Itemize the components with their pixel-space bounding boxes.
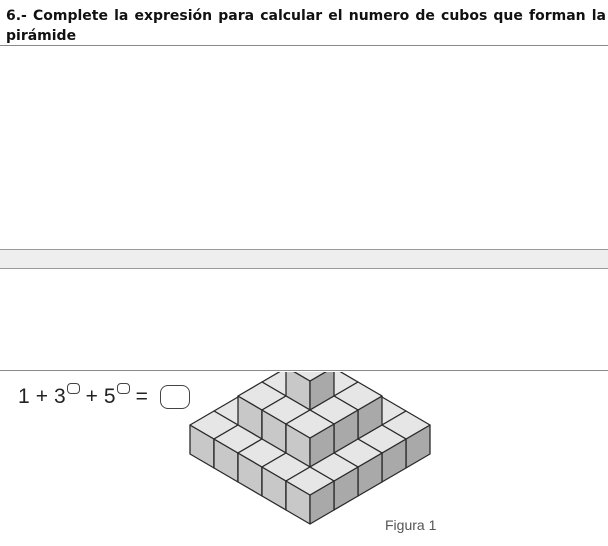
plus-sign: + [85, 385, 98, 408]
divider-bottom [0, 370, 608, 371]
divider-band [0, 249, 608, 269]
figure-caption: Figura 1 [385, 517, 437, 533]
cube-pyramid-figure [180, 372, 440, 540]
term-3-base: 5 [103, 385, 116, 408]
exponent-box-2[interactable] [117, 383, 130, 394]
term-2-base: 3 [53, 385, 66, 408]
exponent-box-1[interactable] [67, 383, 80, 394]
term-1: 1 [18, 385, 30, 408]
divider-top [0, 45, 608, 46]
plus-sign: + [35, 385, 48, 408]
equals-sign: = [135, 385, 148, 408]
question-text: 6.- Complete la expresión para calcular el numero de cubos que forman la pirámide [6, 8, 606, 44]
sum-expression [18, 382, 190, 412]
